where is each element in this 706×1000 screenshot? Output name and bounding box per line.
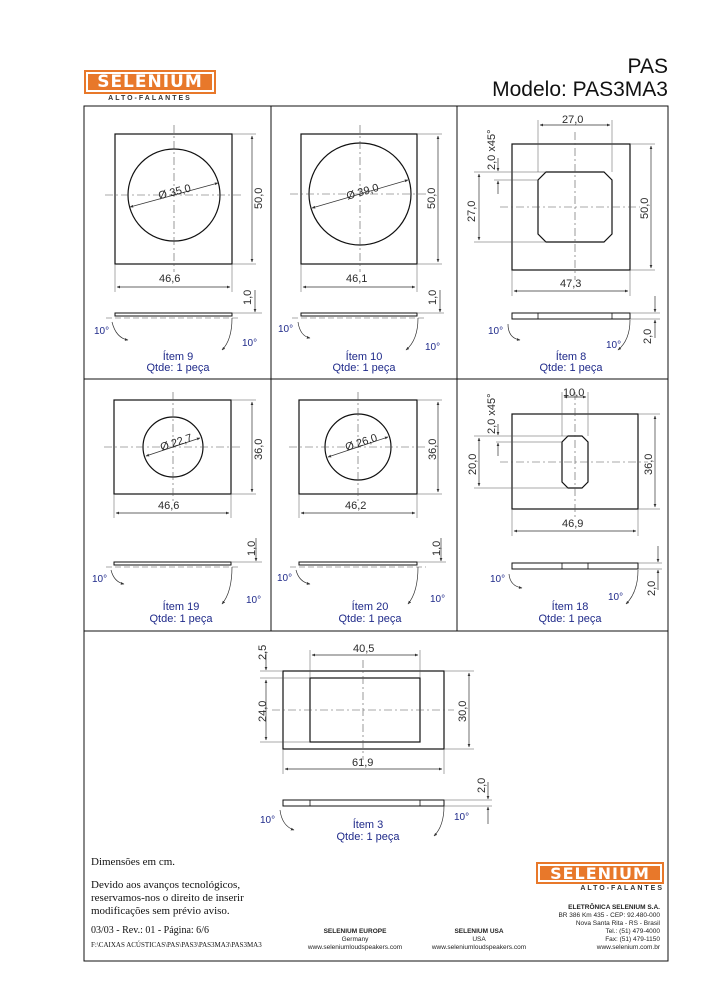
item-qty: Qtde: 1 peça (539, 362, 603, 374)
company-address2: Nova Santa Rita - RS - Brasil (575, 920, 660, 927)
angle-right: 10° (454, 812, 470, 823)
company-name: ELETRÔNICA SELENIUM S.A. (568, 904, 660, 911)
revision-info: 03/03 - Rev.: 01 - Página: 6/6 (91, 925, 209, 936)
panel-item-20 (277, 392, 446, 625)
item-label: Ítem 18 (551, 601, 589, 613)
contact-brazil (540, 904, 660, 952)
dim-thickness: 2,0 (476, 777, 488, 793)
panel-item-8 (466, 114, 660, 374)
dim-cut-height: 24,0 (257, 700, 269, 722)
dim-thickness: 2,0 (646, 580, 658, 596)
dim-width: 61,9 (352, 757, 374, 769)
brand-logo-box: SELENIUM (84, 70, 216, 94)
dim-thickness: 1,0 (431, 540, 443, 556)
file-path: F:\CAIXAS ACÚSTICAS\PAS\PAS3\PAS3MA3\PAS3MA3 (91, 941, 262, 949)
disclaimer (91, 879, 244, 918)
usa-name: SELENIUM USA (454, 928, 504, 935)
panel-item-9 (94, 125, 265, 374)
dim-height: 50,0 (639, 197, 651, 219)
brand-subtitle: ALTO-FALANTES (108, 95, 192, 102)
dim-cut-height: 27,0 (466, 200, 478, 222)
dim-width: 46,6 (158, 500, 180, 512)
angle-right: 10° (242, 338, 258, 349)
dim-diameter: Ø 35,0 (157, 182, 193, 203)
dim-width: 47,3 (560, 278, 582, 290)
angle-right: 10° (608, 592, 624, 603)
europe-name: SELENIUM EUROPE (323, 928, 387, 935)
units-note: Dimensões em cm. (91, 856, 176, 868)
dim-cut-width: 40,5 (353, 643, 375, 655)
panel-item-3 (257, 643, 492, 843)
dim-width: 46,6 (159, 273, 181, 285)
dim-cut-width: 27,0 (562, 114, 584, 126)
angle-left: 10° (278, 324, 294, 335)
angle-right: 10° (430, 594, 446, 605)
dim-diameter: Ø 39,0 (345, 181, 381, 203)
dim-cut-width: 10,0 (563, 387, 585, 399)
contact-europe (295, 928, 415, 952)
dim-height: 36,0 (427, 438, 439, 460)
angle-right: 10° (246, 595, 262, 606)
item-qty: Qtde: 1 peça (149, 613, 213, 625)
contact-usa (420, 928, 538, 952)
dim-thickness: 1,0 (246, 540, 258, 556)
footer-brand-box: SELENIUM (536, 862, 664, 884)
europe-country: Germany (341, 936, 369, 943)
dim-thickness: 1,0 (427, 289, 439, 305)
usa-url[interactable]: www.seleniumloudspeakers.com (431, 944, 527, 951)
dim-cut-height: 20,0 (467, 453, 479, 475)
angle-left: 10° (490, 574, 506, 585)
dim-height: 30,0 (457, 700, 469, 722)
dim-width: 46,9 (562, 518, 584, 530)
dim-width: 46,2 (345, 500, 367, 512)
dim-height: 50,0 (426, 187, 438, 209)
item-qty: Qtde: 1 peça (338, 613, 402, 625)
company-address1: BR 386 Km 435 - CEP: 92.480-000 (558, 912, 660, 919)
item-label: Ítem 3 (352, 819, 384, 831)
item-label: Ítem 20 (351, 601, 389, 613)
disclaimer-line2: reservamos-nos o direito de inserir (91, 892, 244, 904)
dim-chamfer: 2,0 x45° (486, 129, 498, 170)
item-label: Ítem 10 (345, 351, 383, 363)
dim-height: 50,0 (253, 187, 265, 209)
dim-chamfer: 2,0 x45° (486, 393, 498, 434)
footer-brand-subtitle: ALTO-FALANTES (580, 885, 664, 892)
page-title-line1: PAS (627, 55, 668, 78)
company-tel: Tel.: (51) 479-4000 (605, 928, 660, 935)
dim-width: 46,1 (346, 273, 368, 285)
item-label: Ítem 9 (162, 351, 194, 363)
europe-url[interactable]: www.seleniumloudspeakers.com (307, 944, 403, 951)
item-qty: Qtde: 1 peça (538, 613, 602, 625)
angle-right: 10° (425, 342, 441, 353)
angle-left: 10° (488, 326, 504, 337)
disclaimer-line3: modificações sem prévio aviso. (91, 905, 230, 917)
angle-left: 10° (94, 326, 110, 337)
panel-item-18 (467, 387, 662, 625)
item-qty: Qtde: 1 peça (336, 831, 400, 843)
page-title-line2: Modelo: PAS3MA3 (492, 78, 668, 101)
item-qty: Qtde: 1 peça (332, 362, 396, 374)
usa-country: USA (472, 936, 486, 943)
company-fax: Fax: (51) 479-1150 (605, 936, 660, 943)
dim-offset: 2,5 (257, 644, 269, 660)
dim-diameter: Ø 26,0 (343, 432, 379, 454)
company-url[interactable]: www.selenium.com.br (596, 944, 660, 951)
angle-right: 10° (606, 340, 622, 351)
dim-height: 36,0 (643, 453, 655, 475)
dim-thickness: 2,0 (642, 328, 654, 344)
dim-height: 36,0 (253, 438, 265, 460)
angle-left: 10° (92, 574, 108, 585)
panel-item-10 (278, 125, 444, 374)
angle-left: 10° (260, 815, 276, 826)
disclaimer-line1: Devido aos avanços tecnológicos, (91, 879, 241, 891)
item-label: Ítem 19 (162, 601, 200, 613)
footer-logo (536, 862, 664, 892)
item-label: Ítem 8 (555, 351, 587, 363)
dim-thickness: 1,0 (242, 289, 254, 305)
dim-diameter: Ø 22,7 (158, 432, 194, 454)
item-qty: Qtde: 1 peça (146, 362, 210, 374)
angle-left: 10° (277, 573, 293, 584)
panel-item-19 (92, 392, 265, 625)
